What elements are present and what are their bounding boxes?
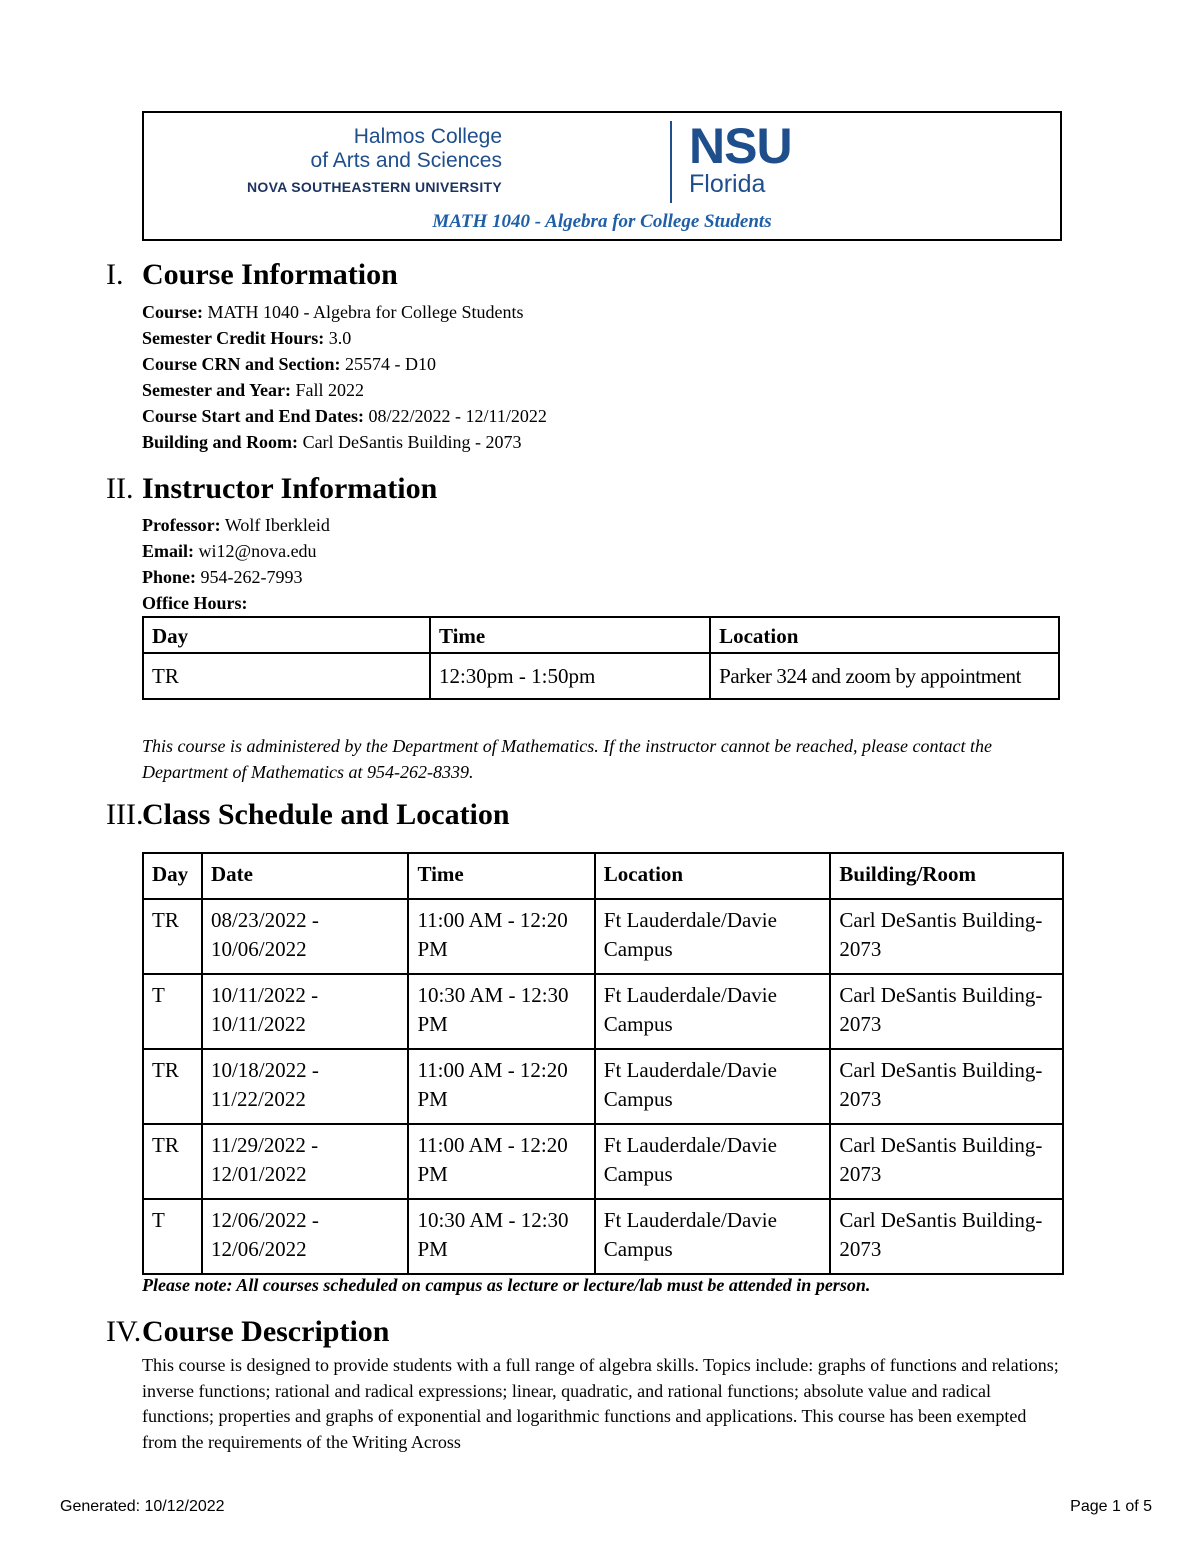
cell-date: 08/23/2022 - 10/06/2022	[202, 899, 408, 974]
cell-day: T	[143, 974, 202, 1049]
table-row	[143, 653, 1059, 699]
cell-day: TR	[143, 1124, 202, 1199]
professor-label: Professor:	[142, 515, 221, 535]
header-date: Date	[202, 853, 408, 899]
footer-page-number: Page 1 of 5	[1070, 1498, 1152, 1515]
cell-time: 11:00 AM - 12:20 PM	[408, 1124, 594, 1199]
section-course-information	[106, 258, 398, 292]
cell-location: Ft Lauderdale/Davie Campus	[595, 1049, 831, 1124]
dates-label: Course Start and End Dates:	[142, 406, 365, 426]
semester-label: Semester and Year:	[142, 380, 291, 400]
cell-time: 11:00 AM - 12:20 PM	[408, 899, 594, 974]
cell-time: 10:30 AM - 12:30 PM	[408, 1199, 594, 1274]
professor-value: Wolf Iberkleid	[220, 515, 330, 535]
logo-nsu: NSU	[689, 118, 792, 174]
cell-location: Ft Lauderdale/Davie Campus	[595, 1199, 831, 1274]
footer-generated: Generated: 10/12/2022	[60, 1498, 225, 1515]
logo-university: NOVA SOUTHEASTERN UNIVERSITY	[247, 179, 502, 195]
cell-location: Parker 324 and zoom by appointment	[710, 653, 1059, 699]
phone-value: 954-262-7993	[196, 567, 303, 587]
credit-value: 3.0	[324, 328, 352, 348]
room-label: Building and Room:	[142, 432, 299, 452]
section-course-description	[106, 1315, 389, 1349]
table-row	[143, 1049, 1063, 1124]
course-row	[142, 299, 547, 325]
section-number: III.	[106, 798, 144, 831]
section-number: I.	[106, 258, 124, 291]
logo-college-block	[247, 125, 502, 195]
credit-label: Semester Credit Hours:	[142, 328, 325, 348]
credit-row	[142, 325, 547, 351]
office-hours-label: Office Hours:	[142, 593, 248, 613]
attendance-note: Please note: All courses scheduled on campus as lecture or lecture/lab must be attended in person.	[142, 1275, 871, 1295]
table-header-row	[143, 853, 1063, 899]
logo-college-line1: Halmos College	[353, 125, 502, 148]
cell-building-room: Carl DeSantis Building- 2073	[830, 1199, 1063, 1274]
cell-location: Ft Lauderdale/Davie Campus	[595, 974, 831, 1049]
email-link[interactable]: wi12@nova.edu	[194, 541, 317, 561]
office-hours-table	[142, 616, 1060, 700]
crn-value: 25574 - D10	[340, 354, 437, 374]
table-header-row	[143, 617, 1059, 653]
cell-building-room: Carl DeSantis Building- 2073	[830, 974, 1063, 1049]
cell-building-room: Carl DeSantis Building- 2073	[830, 899, 1063, 974]
email-label: Email:	[142, 541, 194, 561]
course-title: MATH 1040 - Algebra for College Students	[432, 211, 772, 232]
semester-value: Fall 2022	[290, 380, 364, 400]
room-value: Carl DeSantis Building - 2073	[298, 432, 522, 452]
header-time: Time	[408, 853, 594, 899]
cell-day: TR	[143, 1049, 202, 1124]
logo-state: Florida	[689, 170, 766, 198]
section-instructor-information	[106, 472, 437, 506]
table-row	[143, 974, 1063, 1049]
course-description-text: This course is designed to provide students with a full range of algebra skills. Topics include: graphs of functions and relations; inverse functions; rational and radical expressions; linear, quadratic, and rational functions; absolute value and radical functions; properties and graphs of exponential and logarithmic functions and applications. This course has been exempted from the requirements of the Writing Across	[142, 1355, 1059, 1452]
cell-time: 10:30 AM - 12:30 PM	[408, 974, 594, 1049]
college-logo	[144, 118, 1060, 209]
cell-date: 10/18/2022 - 11/22/2022	[202, 1049, 408, 1124]
logo-nsu-block	[689, 118, 792, 198]
cell-day: TR	[143, 899, 202, 974]
header-box	[142, 111, 1062, 241]
header-location: Location	[710, 617, 1059, 653]
cell-date: 12/06/2022 - 12/06/2022	[202, 1199, 408, 1274]
cell-location: Ft Lauderdale/Davie Campus	[595, 1124, 831, 1199]
semester-row	[142, 377, 547, 403]
section-title: Course Description	[142, 1315, 390, 1348]
section-number: II.	[106, 472, 134, 505]
logo-divider	[670, 121, 672, 203]
crn-row	[142, 351, 547, 377]
cell-building-room: Carl DeSantis Building- 2073	[830, 1049, 1063, 1124]
phone-row	[142, 564, 330, 590]
table-row	[143, 1199, 1063, 1274]
course-info-block	[142, 299, 547, 455]
crn-label: Course CRN and Section:	[142, 354, 341, 374]
room-row	[142, 429, 547, 455]
office-hours-label-row	[142, 590, 330, 616]
section-title: Course Information	[142, 258, 398, 291]
instructor-info-block	[142, 512, 330, 616]
section-class-schedule	[106, 798, 510, 832]
schedule-table	[142, 852, 1064, 1275]
professor-row	[142, 512, 330, 538]
phone-label: Phone:	[142, 567, 196, 587]
cell-time: 11:00 AM - 12:20 PM	[408, 1049, 594, 1124]
dates-value: 08/22/2022 - 12/11/2022	[364, 406, 547, 426]
cell-time: 12:30pm - 1:50pm	[430, 653, 710, 699]
table-row	[143, 1124, 1063, 1199]
admin-note: This course is administered by the Department of Mathematics. If the instructor cannot be reached, please contact the Department of Mathematics at 954-262-8339.	[142, 736, 993, 782]
header-building-room: Building/Room	[830, 853, 1063, 899]
section-title: Instructor Information	[142, 472, 438, 505]
header-location: Location	[595, 853, 831, 899]
cell-location: Ft Lauderdale/Davie Campus	[595, 899, 831, 974]
cell-day: T	[143, 1199, 202, 1274]
cell-date: 11/29/2022 - 12/01/2022	[202, 1124, 408, 1199]
table-row	[143, 899, 1063, 974]
cell-date: 10/11/2022 - 10/11/2022	[202, 974, 408, 1049]
cell-day: TR	[143, 653, 430, 699]
section-title: Class Schedule and Location	[142, 798, 510, 831]
email-row	[142, 538, 330, 564]
course-value: MATH 1040 - Algebra for College Students	[203, 302, 524, 322]
header-time: Time	[430, 617, 710, 653]
dates-row	[142, 403, 547, 429]
header-day: Day	[143, 617, 430, 653]
logo-college-line2: of Arts and Sciences	[310, 149, 502, 172]
course-label: Course:	[142, 302, 203, 322]
header-day: Day	[143, 853, 202, 899]
cell-building-room: Carl DeSantis Building- 2073	[830, 1124, 1063, 1199]
section-number: IV.	[106, 1315, 142, 1348]
